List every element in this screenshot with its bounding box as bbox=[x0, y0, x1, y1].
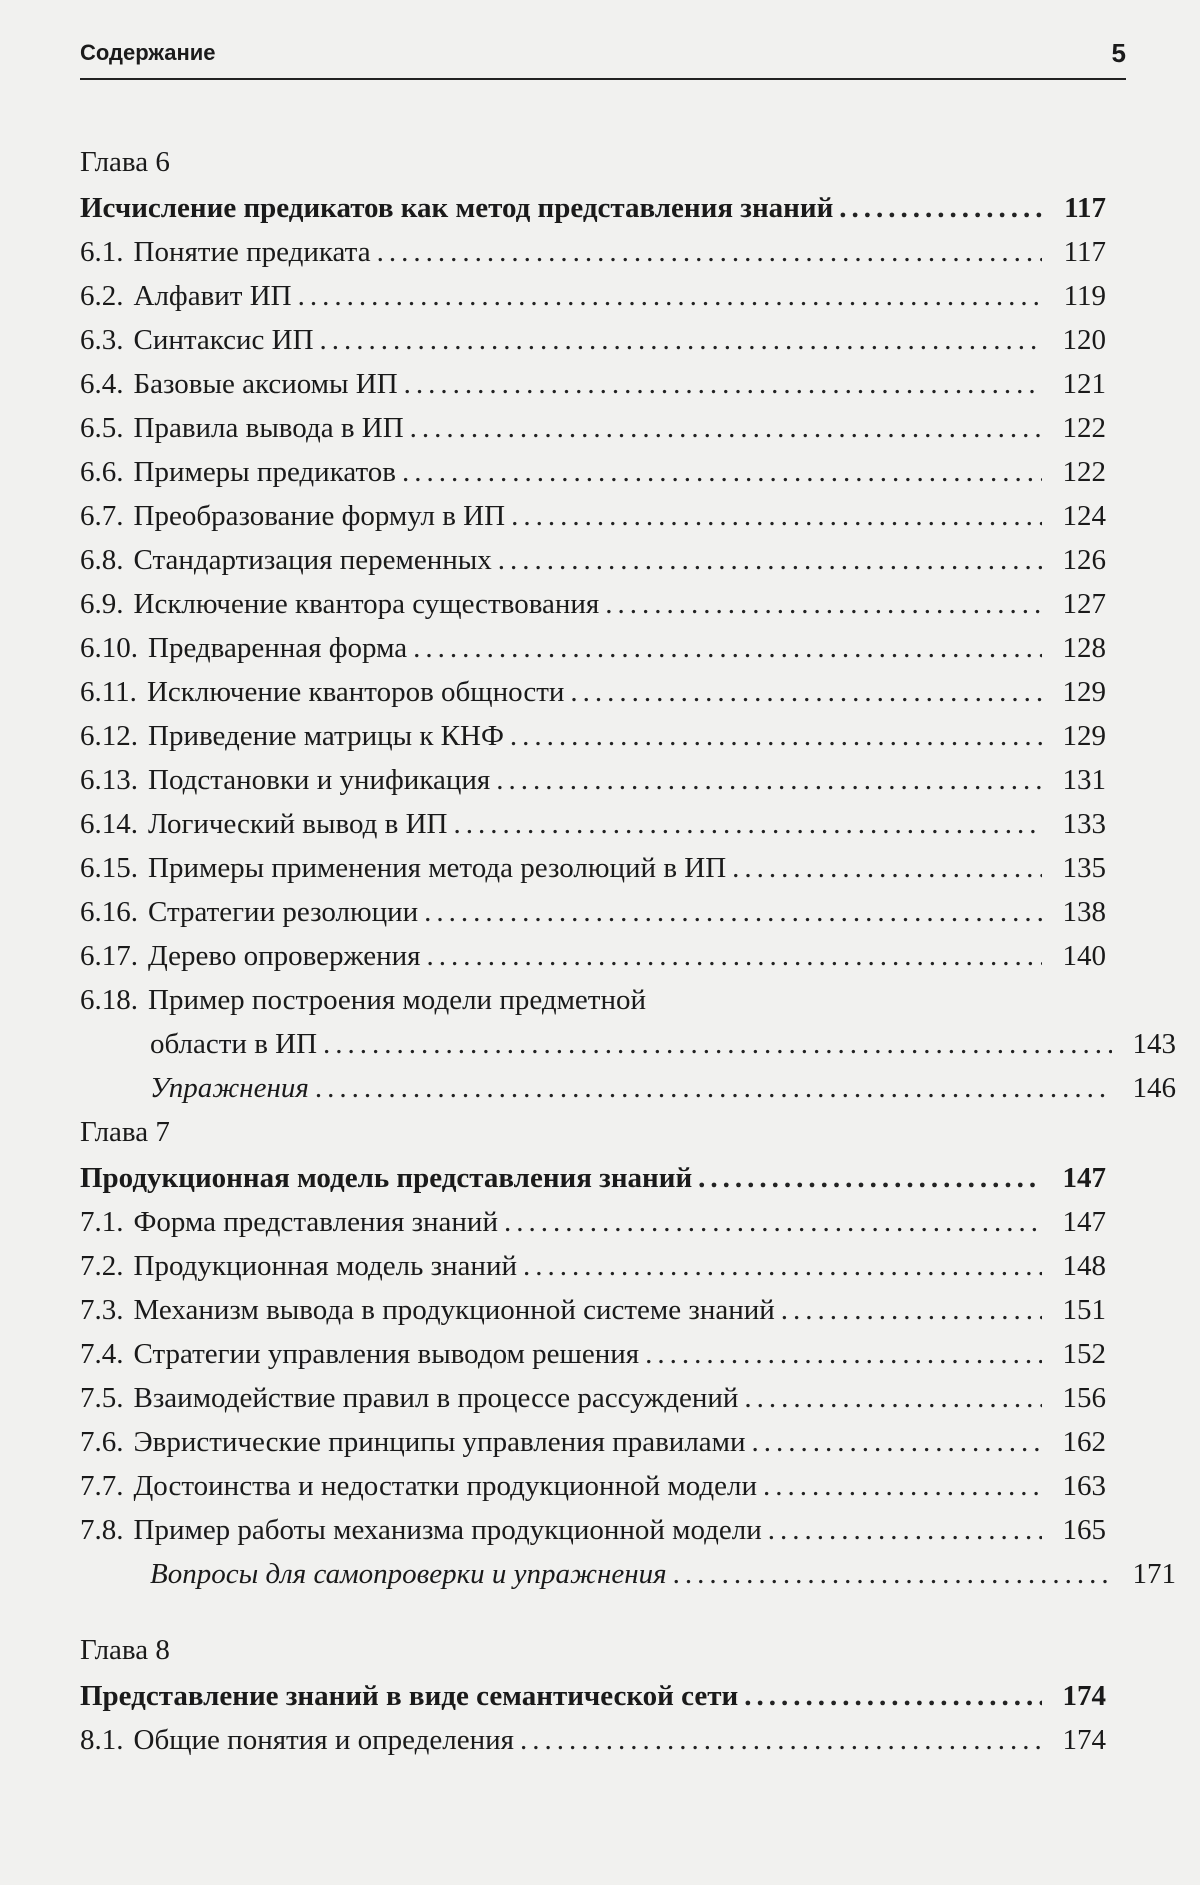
entry-page: 165 bbox=[1062, 1514, 1106, 1546]
dot-leader bbox=[744, 1674, 1042, 1718]
entry-number: 6.6. bbox=[80, 456, 124, 488]
entry-page: 124 bbox=[1062, 500, 1106, 532]
header-page-number: 5 bbox=[1111, 38, 1126, 68]
entry-page: 146 bbox=[1132, 1072, 1176, 1104]
dot-leader bbox=[424, 890, 1042, 934]
entry-title: Продукционная модель знаний bbox=[133, 1250, 517, 1282]
entry-page: 171 bbox=[1132, 1558, 1176, 1590]
entry-page: 174 bbox=[1062, 1680, 1106, 1712]
toc-entry[interactable] bbox=[80, 450, 1106, 494]
entry-title: Взаимодействие правил в процессе рассуждений bbox=[133, 1382, 739, 1414]
entry-number: 6.16. bbox=[80, 896, 138, 928]
dot-leader bbox=[315, 1066, 1112, 1110]
chapter-label: Глава 8 bbox=[80, 1634, 170, 1666]
entry-number: 7.6. bbox=[80, 1426, 124, 1458]
entry-title: Приведение матрицы к КНФ bbox=[148, 720, 504, 752]
dot-leader bbox=[453, 802, 1042, 846]
entry-page: 121 bbox=[1062, 368, 1106, 400]
entry-page: 117 bbox=[1063, 236, 1106, 268]
entry-title: Форма представления знаний bbox=[133, 1206, 498, 1238]
running-header bbox=[80, 38, 1126, 80]
toc-entry[interactable] bbox=[80, 1376, 1106, 1420]
entry-page: 140 bbox=[1062, 940, 1106, 972]
entry-number: 7.4. bbox=[80, 1338, 124, 1370]
entry-page: 129 bbox=[1062, 676, 1106, 708]
entry-page: 135 bbox=[1062, 852, 1106, 884]
entry-title: Упражнения bbox=[150, 1072, 309, 1104]
entry-page: 126 bbox=[1062, 544, 1106, 576]
entry-page: 147 bbox=[1062, 1162, 1106, 1194]
dot-leader bbox=[426, 934, 1042, 978]
header-title: Содержание bbox=[80, 40, 216, 65]
entry-title: Дерево опровержения bbox=[148, 940, 421, 972]
dot-leader bbox=[510, 714, 1042, 758]
toc-entry[interactable] bbox=[80, 1464, 1106, 1508]
entry-page: 143 bbox=[1132, 1028, 1176, 1060]
dot-leader bbox=[496, 758, 1042, 802]
entry-number: 6.2. bbox=[80, 280, 124, 312]
dot-leader bbox=[570, 670, 1042, 714]
entry-page: 117 bbox=[1064, 192, 1106, 224]
entry-page: 151 bbox=[1062, 1294, 1106, 1326]
toc-entry-continuation[interactable] bbox=[80, 1022, 1176, 1066]
entry-title: Примеры применения метода резолюций в ИП bbox=[148, 852, 727, 884]
entry-page: 138 bbox=[1062, 896, 1106, 928]
entry-number: 6.17. bbox=[80, 940, 138, 972]
entry-page: 163 bbox=[1062, 1470, 1106, 1502]
toc-entry[interactable] bbox=[80, 230, 1106, 274]
chapter-label: Глава 7 bbox=[80, 1116, 170, 1148]
dot-leader bbox=[752, 1420, 1042, 1464]
entry-title: Примеры предикатов bbox=[133, 456, 396, 488]
dot-leader bbox=[763, 1464, 1042, 1508]
dot-leader bbox=[377, 230, 1042, 274]
toc-entry[interactable] bbox=[80, 406, 1106, 450]
entry-title: Стратегии управления выводом решения bbox=[133, 1338, 640, 1370]
dot-leader bbox=[413, 626, 1042, 670]
dot-leader bbox=[645, 1332, 1042, 1376]
dot-leader bbox=[410, 406, 1042, 450]
chapter-title-entry[interactable] bbox=[80, 1674, 1106, 1718]
toc-entry[interactable] bbox=[80, 1508, 1106, 1552]
entry-number: 6.7. bbox=[80, 500, 124, 532]
entry-number: 6.11. bbox=[80, 676, 137, 708]
entry-page: 120 bbox=[1062, 324, 1106, 356]
toc-entry[interactable] bbox=[80, 274, 1106, 318]
entry-title: Предваренная форма bbox=[148, 632, 408, 664]
entry-title: Представление знаний в виде семантической сети bbox=[80, 1680, 739, 1712]
toc-entry[interactable] bbox=[80, 626, 1106, 670]
toc-entry[interactable] bbox=[80, 318, 1106, 362]
entry-number: 7.5. bbox=[80, 1382, 124, 1414]
entry-page: 156 bbox=[1062, 1382, 1106, 1414]
entry-number: 6.3. bbox=[80, 324, 124, 356]
dot-leader bbox=[605, 582, 1042, 626]
chapter-heading bbox=[80, 1110, 1106, 1156]
dot-leader bbox=[673, 1552, 1112, 1596]
entry-title: Достоинства и недостатки продукционной модели bbox=[133, 1470, 757, 1502]
entry-number: 6.8. bbox=[80, 544, 124, 576]
entry-title: Стратегии резолюции bbox=[148, 896, 419, 928]
entry-number: 6.18. bbox=[80, 984, 138, 1016]
dot-leader bbox=[298, 274, 1042, 318]
toc-entry[interactable] bbox=[80, 1420, 1106, 1464]
entry-page: 147 bbox=[1062, 1206, 1106, 1238]
entry-number: 7.8. bbox=[80, 1514, 124, 1546]
entry-number: 7.1. bbox=[80, 1206, 124, 1238]
entry-title: Эвристические принципы управления правилами bbox=[133, 1426, 746, 1458]
dot-leader bbox=[498, 538, 1042, 582]
entry-number: 6.10. bbox=[80, 632, 138, 664]
chapter-title-entry[interactable] bbox=[80, 1156, 1106, 1200]
toc-entry[interactable] bbox=[80, 846, 1106, 890]
toc-entry[interactable] bbox=[80, 978, 1106, 1022]
toc-entry[interactable] bbox=[80, 758, 1106, 802]
dot-leader bbox=[323, 1022, 1112, 1066]
dot-leader bbox=[781, 1288, 1042, 1332]
entry-number: 6.4. bbox=[80, 368, 124, 400]
toc-entry[interactable] bbox=[80, 362, 1106, 406]
entry-title: Исключение кванторов общности bbox=[146, 676, 565, 708]
exercises-entry[interactable] bbox=[80, 1066, 1176, 1110]
entry-number: 6.1. bbox=[80, 236, 124, 268]
entry-page: 128 bbox=[1062, 632, 1106, 664]
entry-number: 6.15. bbox=[80, 852, 138, 884]
dot-leader bbox=[732, 846, 1042, 890]
entry-title: Алфавит ИП bbox=[133, 280, 292, 312]
dot-leader bbox=[839, 186, 1042, 230]
toc-entry[interactable] bbox=[80, 934, 1106, 978]
toc-entry[interactable] bbox=[80, 670, 1106, 714]
entry-title: Преобразование формул в ИП bbox=[133, 500, 506, 532]
exercises-entry[interactable] bbox=[80, 1552, 1176, 1596]
chapter-heading bbox=[80, 140, 1106, 186]
entry-number: 7.2. bbox=[80, 1250, 124, 1282]
entry-page: 131 bbox=[1062, 764, 1106, 796]
toc-entry[interactable] bbox=[80, 802, 1106, 846]
entry-title: Стандартизация переменных bbox=[133, 544, 492, 576]
entry-number: 6.12. bbox=[80, 720, 138, 752]
entry-number: 6.13. bbox=[80, 764, 138, 796]
entry-title: Логический вывод в ИП bbox=[148, 808, 448, 840]
entry-title: Пример работы механизма продукционной модели bbox=[133, 1514, 762, 1546]
toc-entry[interactable] bbox=[80, 1718, 1106, 1762]
entry-number: 6.14. bbox=[80, 808, 138, 840]
dot-leader bbox=[320, 318, 1042, 362]
dot-leader bbox=[523, 1244, 1042, 1288]
toc-entry[interactable] bbox=[80, 890, 1106, 934]
chapter-title-entry[interactable] bbox=[80, 186, 1106, 230]
entry-title: Исчисление предикатов как метод представления знаний bbox=[80, 192, 834, 224]
entry-number: 7.7. bbox=[80, 1470, 124, 1502]
entry-page: 174 bbox=[1062, 1724, 1106, 1756]
toc-entry[interactable] bbox=[80, 538, 1106, 582]
entry-title-continued: области в ИП bbox=[150, 1028, 318, 1060]
entry-number: 6.9. bbox=[80, 588, 124, 620]
entry-title: Механизм вывода в продукционной системе знаний bbox=[133, 1294, 775, 1326]
dot-leader bbox=[698, 1156, 1042, 1200]
dot-leader bbox=[744, 1376, 1042, 1420]
table-of-contents bbox=[80, 140, 1176, 1762]
entry-number: 8.1. bbox=[80, 1724, 124, 1756]
dot-leader bbox=[511, 494, 1042, 538]
chapter-heading bbox=[80, 1628, 1106, 1674]
toc-entry[interactable] bbox=[80, 1244, 1106, 1288]
dot-leader bbox=[402, 450, 1042, 494]
entry-page: 127 bbox=[1062, 588, 1106, 620]
entry-page: 148 bbox=[1062, 1250, 1106, 1282]
entry-page: 133 bbox=[1062, 808, 1106, 840]
toc-entry[interactable] bbox=[80, 582, 1106, 626]
toc-entry[interactable] bbox=[80, 1332, 1106, 1376]
entry-title: Базовые аксиомы ИП bbox=[133, 368, 398, 400]
entry-page: 122 bbox=[1062, 456, 1106, 488]
entry-title: Продукционная модель представления знаний bbox=[80, 1162, 693, 1194]
entry-number: 7.3. bbox=[80, 1294, 124, 1326]
dot-leader bbox=[520, 1718, 1042, 1762]
entry-number: 6.5. bbox=[80, 412, 124, 444]
entry-page: 122 bbox=[1062, 412, 1106, 444]
entry-title: Исключение квантора существования bbox=[133, 588, 600, 620]
entry-page: 162 bbox=[1062, 1426, 1106, 1458]
entry-title: Синтаксис ИП bbox=[133, 324, 314, 356]
entry-title: Правила вывода в ИП bbox=[133, 412, 404, 444]
toc-entry[interactable] bbox=[80, 1200, 1106, 1244]
dot-leader bbox=[404, 362, 1042, 406]
entry-page: 152 bbox=[1062, 1338, 1106, 1370]
toc-entry[interactable] bbox=[80, 494, 1106, 538]
entry-title: Общие понятия и определения bbox=[133, 1724, 514, 1756]
toc-entry[interactable] bbox=[80, 714, 1106, 758]
entry-title: Вопросы для самопроверки и упражнения bbox=[150, 1558, 667, 1590]
entry-page: 129 bbox=[1062, 720, 1106, 752]
dot-leader bbox=[768, 1508, 1042, 1552]
entry-title: Подстановки и унификация bbox=[148, 764, 491, 796]
entry-title: Пример построения модели предметной bbox=[148, 984, 647, 1016]
chapter-label: Глава 6 bbox=[80, 146, 170, 178]
entry-page: 119 bbox=[1063, 280, 1106, 312]
toc-entry[interactable] bbox=[80, 1288, 1106, 1332]
entry-title: Понятие предиката bbox=[133, 236, 371, 268]
dot-leader bbox=[504, 1200, 1042, 1244]
